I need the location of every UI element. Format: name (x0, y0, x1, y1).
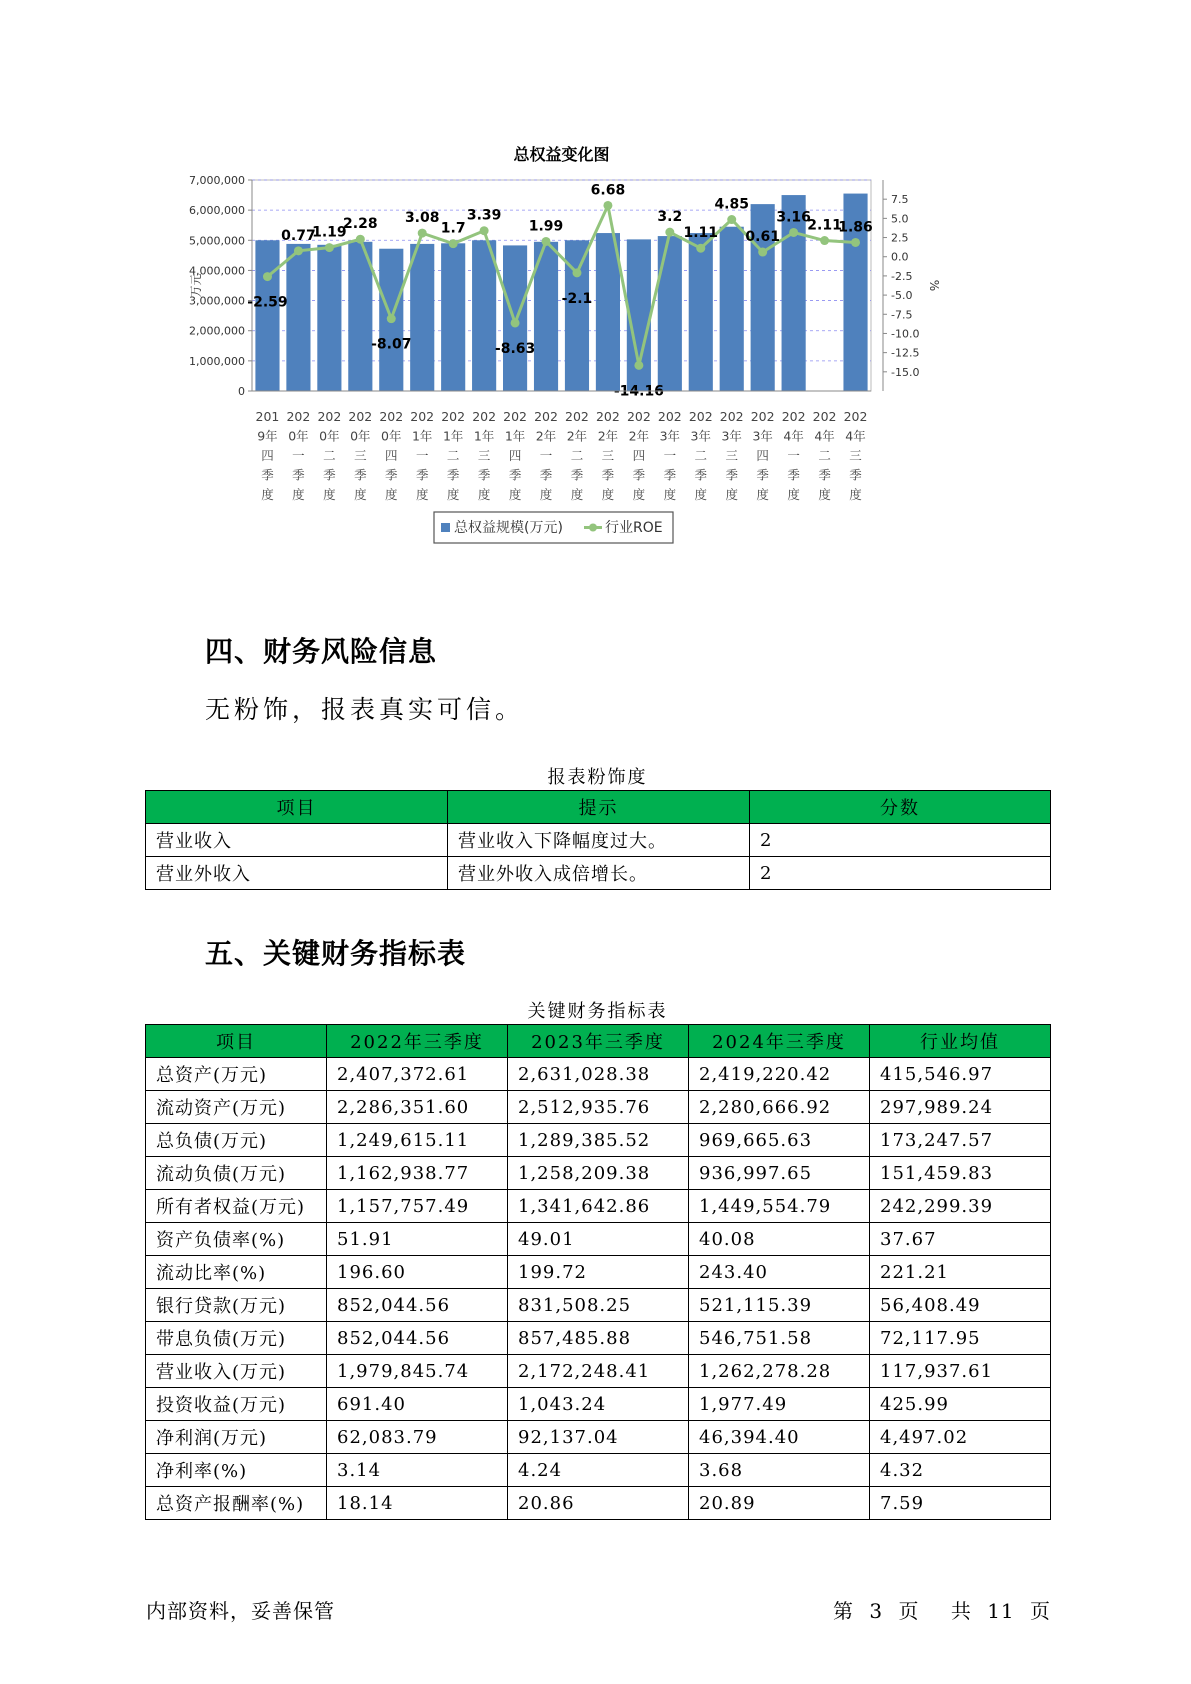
right-tick-label: -2.5 (891, 269, 913, 283)
key-table-cell: 173,247.57 (870, 1124, 1051, 1157)
right-tick-label: 7.5 (891, 193, 909, 207)
key-table-row (146, 1190, 1051, 1223)
x-tick-label: 3年 (721, 428, 742, 444)
key-table-cell: 营业收入(万元) (146, 1355, 327, 1388)
x-tick-label: 1年 (411, 428, 433, 444)
key-table-cell: 852,044.56 (327, 1289, 508, 1322)
key-table-row (146, 1322, 1051, 1355)
roe-data-label: 0.61 (745, 229, 780, 246)
x-tick-label: 一 (663, 448, 677, 463)
key-table-cell: 流动比率(%) (146, 1256, 327, 1289)
key-table-cell: 196.60 (327, 1256, 508, 1289)
risk-table-header-cell: 提示 (448, 791, 750, 824)
key-table-row (146, 1355, 1051, 1388)
roe-point (820, 236, 829, 245)
key-table-row (146, 1058, 1051, 1091)
x-tick-label: 四 (756, 448, 769, 463)
total-unit: 页 (1030, 1599, 1051, 1623)
right-tick-label: -15.0 (891, 365, 920, 379)
x-tick-label: 201 (255, 409, 280, 424)
equity-bar (689, 233, 713, 391)
x-tick-label: 3年 (752, 428, 773, 444)
x-tick-label: 1年 (442, 428, 464, 444)
x-tick-label: 四 (508, 448, 522, 463)
roe-point (634, 361, 643, 370)
key-table-header-cell: 2024年三季度 (689, 1025, 870, 1058)
key-table-caption: 关键财务指标表 (527, 1001, 668, 1022)
roe-data-label: 3.16 (776, 209, 811, 226)
right-tick-label: -7.5 (891, 308, 913, 322)
roe-point (511, 318, 520, 327)
x-tick-label: 一 (292, 448, 305, 463)
roe-data-label: 2.28 (343, 216, 378, 233)
roe-data-label: -8.63 (494, 340, 536, 357)
x-tick-label: 一 (539, 448, 553, 463)
roe-data-label: 3.08 (404, 210, 440, 227)
roe-point (789, 228, 798, 237)
roe-data-label: 2.11 (807, 217, 842, 234)
key-table-cell: 151,459.83 (870, 1157, 1051, 1190)
x-tick-label: 度 (323, 487, 336, 502)
key-table-cell: 7.59 (870, 1487, 1051, 1520)
x-tick-label: 三 (477, 448, 491, 463)
key-table-cell: 1,162,938.77 (327, 1157, 508, 1190)
x-tick-label: 202 (750, 409, 775, 424)
key-table-cell: 总资产报酬率(%) (146, 1487, 327, 1520)
key-table-cell: 2,512,935.76 (508, 1091, 689, 1124)
key-table-cell: 297,989.24 (870, 1091, 1051, 1124)
legend-line-label: 行业ROE (605, 520, 663, 536)
key-table-row (146, 1421, 1051, 1454)
key-table-cell: 20.86 (508, 1487, 689, 1520)
key-table-cell: 净利率(%) (146, 1454, 327, 1487)
key-table-cell: 3.14 (327, 1454, 508, 1487)
x-tick-label: 2年 (597, 428, 619, 444)
x-tick-label: 三 (725, 448, 738, 463)
key-table-cell: 546,751.58 (689, 1322, 870, 1355)
equity-bar (317, 245, 341, 391)
x-tick-label: 1年 (473, 428, 495, 444)
key-table-header-cell: 行业均值 (870, 1025, 1051, 1058)
key-table-cell: 1,979,845.74 (327, 1355, 508, 1388)
x-tick-label: 二 (446, 448, 460, 463)
risk-table (145, 790, 1051, 890)
equity-bar (441, 243, 465, 391)
x-tick-label: 季 (849, 467, 862, 483)
x-tick-label: 0年 (319, 428, 340, 444)
risk-table-cell: 营业外收入成倍增长。 (448, 857, 750, 890)
risk-table-header-cell: 分数 (750, 791, 1051, 824)
x-tick-label: 度 (354, 487, 367, 502)
key-table-cell: 49.01 (508, 1223, 689, 1256)
x-tick-label: 4年 (814, 428, 835, 444)
risk-table-row (146, 857, 1051, 890)
x-tick-label: 202 (719, 409, 744, 424)
x-tick-label: 度 (663, 487, 677, 502)
x-tick-label: 季 (261, 467, 274, 483)
x-tick-label: 季 (323, 467, 336, 483)
key-table-cell: 4.24 (508, 1454, 689, 1487)
x-tick-label: 202 (688, 409, 713, 424)
key-table-cell: 2,280,666.92 (689, 1091, 870, 1124)
x-tick-label: 度 (539, 487, 553, 502)
roe-data-label: 1.7 (440, 220, 466, 237)
key-table-header-cell: 2022年三季度 (327, 1025, 508, 1058)
roe-point (294, 246, 303, 255)
x-tick-label: 四 (385, 448, 398, 463)
roe-data-label: 1.99 (528, 218, 564, 235)
risk-table-cell: 2 (750, 824, 1051, 857)
key-table-cell: 857,485.88 (508, 1322, 689, 1355)
x-tick-label: 202 (410, 409, 435, 424)
roe-point (727, 215, 736, 224)
x-tick-label: 0年 (350, 428, 371, 444)
roe-data-label: 1.11 (683, 225, 719, 242)
key-table-cell: 936,997.65 (689, 1157, 870, 1190)
x-tick-label: 度 (292, 487, 305, 502)
x-tick-label: 4年 (783, 428, 804, 444)
x-tick-label: 季 (725, 467, 738, 483)
equity-bar (472, 240, 496, 391)
key-table-cell: 117,937.61 (870, 1355, 1051, 1388)
roe-point (542, 237, 551, 246)
key-table-cell: 37.67 (870, 1223, 1051, 1256)
left-tick-label: 4,000,000 (189, 264, 245, 278)
x-tick-label: 季 (477, 467, 491, 483)
key-table-cell: 净利润(万元) (146, 1421, 327, 1454)
roe-point (263, 272, 272, 281)
x-tick-label: 二 (818, 448, 831, 463)
roe-data-label: -2.1 (561, 290, 593, 307)
left-tick-label: 2,000,000 (189, 324, 245, 338)
x-tick-label: 季 (570, 467, 584, 483)
x-tick-label: 202 (503, 409, 528, 424)
x-tick-label: 0年 (381, 428, 402, 444)
roe-data-label: -14.16 (613, 383, 664, 400)
key-table-cell: 969,665.63 (689, 1124, 870, 1157)
section-four-text: 无粉饰，报表真实可信。 (205, 695, 525, 724)
key-table-cell: 92,137.04 (508, 1421, 689, 1454)
roe-point (449, 239, 458, 248)
equity-chart (178, 138, 1038, 598)
total-prefix: 共 (950, 1599, 972, 1623)
key-table-cell: 242,299.39 (870, 1190, 1051, 1223)
roe-data-label: 4.85 (714, 196, 749, 213)
key-table-row (146, 1157, 1051, 1190)
roe-point (480, 226, 489, 235)
roe-point (387, 314, 396, 323)
key-table-cell: 总资产(万元) (146, 1058, 327, 1091)
risk-table-header-cell: 项目 (146, 791, 448, 824)
x-tick-label: 季 (508, 467, 522, 483)
left-tick-label: 7,000,000 (189, 174, 245, 187)
x-tick-label: 季 (415, 467, 429, 483)
equity-bar (286, 244, 310, 391)
risk-table-caption: 报表粉饰度 (547, 767, 648, 788)
key-table-cell: 流动资产(万元) (146, 1091, 327, 1124)
x-tick-label: 度 (787, 487, 800, 502)
key-table-cell: 2,286,351.60 (327, 1091, 508, 1124)
section-five-heading: 五、关键财务指标表 (205, 937, 467, 970)
risk-table-row (146, 824, 1051, 857)
x-tick-label: 202 (812, 409, 837, 424)
x-tick-label: 四 (261, 448, 274, 463)
x-tick-label: 季 (385, 467, 398, 483)
x-tick-label: 9年 (257, 428, 278, 444)
roe-data-label: 3.39 (466, 207, 502, 224)
x-tick-label: 季 (818, 467, 831, 483)
key-table-cell: 资产负债率(%) (146, 1223, 327, 1256)
x-tick-label: 二 (570, 448, 584, 463)
x-tick-label: 度 (725, 487, 738, 502)
roe-point (696, 244, 705, 253)
left-tick-label: 0 (238, 385, 245, 398)
key-table-row (146, 1454, 1051, 1487)
key-table-cell: 4.32 (870, 1454, 1051, 1487)
key-table-cell: 852,044.56 (327, 1322, 508, 1355)
right-tick-label: 2.5 (891, 231, 909, 245)
key-table-cell: 46,394.40 (689, 1421, 870, 1454)
x-tick-label: 三 (601, 448, 615, 463)
x-tick-label: 度 (446, 487, 460, 502)
key-table-cell: 2,172,248.41 (508, 1355, 689, 1388)
x-tick-label: 202 (441, 409, 466, 424)
x-tick-label: 季 (601, 467, 615, 483)
left-tick-label: 1,000,000 (189, 354, 245, 368)
roe-point (325, 243, 334, 252)
key-table-row (146, 1223, 1051, 1256)
roe-point (356, 235, 365, 244)
x-tick-label: 1年 (504, 428, 526, 444)
x-tick-label: 202 (565, 409, 589, 424)
key-table-row (146, 1487, 1051, 1520)
x-tick-label: 2年 (566, 428, 588, 444)
roe-data-label: -8.07 (371, 336, 412, 353)
key-table-cell: 所有者权益(万元) (146, 1190, 327, 1223)
x-tick-label: 202 (595, 409, 620, 424)
risk-table-cell: 2 (750, 857, 1051, 890)
roe-data-label: 6.68 (590, 182, 626, 199)
key-table-cell: 3.68 (689, 1454, 870, 1487)
roe-data-label: -2.59 (247, 294, 288, 311)
key-table-cell: 425.99 (870, 1388, 1051, 1421)
key-table-cell: 62,083.79 (327, 1421, 508, 1454)
x-tick-label: 季 (663, 467, 677, 483)
x-tick-label: 度 (601, 487, 615, 502)
x-tick-label: 2年 (628, 428, 650, 444)
risk-table-cell: 营业收入 (146, 824, 448, 857)
key-table-cell: 2,631,028.38 (508, 1058, 689, 1091)
key-table-cell: 415,546.97 (870, 1058, 1051, 1091)
x-tick-label: 202 (534, 409, 558, 424)
x-tick-label: 202 (348, 409, 373, 424)
x-tick-label: 季 (446, 467, 460, 483)
left-tick-label: 6,000,000 (189, 204, 245, 218)
key-table-cell: 流动负债(万元) (146, 1157, 327, 1190)
key-table-cell: 18.14 (327, 1487, 508, 1520)
key-indicators-table (145, 1024, 1051, 1520)
key-table-cell: 1,977.49 (689, 1388, 870, 1421)
roe-point (418, 229, 427, 238)
key-table-row (146, 1124, 1051, 1157)
roe-point (851, 238, 860, 247)
equity-bar (410, 244, 434, 391)
roe-data-label: 3.2 (657, 209, 683, 226)
roe-data-label: 1.19 (312, 224, 347, 241)
roe-point (603, 201, 612, 210)
key-table-cell: 243.40 (689, 1256, 870, 1289)
key-table-cell: 1,043.24 (508, 1388, 689, 1421)
key-table-cell: 221.21 (870, 1256, 1051, 1289)
x-tick-label: 202 (626, 409, 651, 424)
x-tick-label: 3年 (690, 428, 712, 444)
roe-point (665, 228, 674, 237)
key-table-cell: 1,157,757.49 (327, 1190, 508, 1223)
key-table-cell: 2,419,220.42 (689, 1058, 870, 1091)
x-tick-label: 季 (354, 467, 367, 483)
x-tick-label: 季 (694, 467, 708, 483)
x-tick-label: 四 (632, 448, 646, 463)
x-tick-label: 季 (756, 467, 769, 483)
key-table-cell: 56,408.49 (870, 1289, 1051, 1322)
section-four-heading: 四、财务风险信息 (205, 635, 438, 668)
x-tick-label: 度 (385, 487, 398, 502)
equity-chart-svg (178, 138, 1038, 598)
page-prefix: 第 (833, 1599, 855, 1623)
key-table-cell: 1,341,642.86 (508, 1190, 689, 1223)
x-tick-label: 季 (632, 467, 646, 483)
chart-title: 总权益变化图 (513, 145, 610, 164)
x-tick-label: 一 (415, 448, 429, 463)
risk-table-cell: 营业外收入 (146, 857, 448, 890)
risk-table-cell: 营业收入下降幅度过大。 (448, 824, 750, 857)
right-tick-label: 5.0 (891, 212, 909, 226)
key-table-cell: 1,289,385.52 (508, 1124, 689, 1157)
key-table-cell: 72,117.95 (870, 1322, 1051, 1355)
roe-data-label: 1.86 (838, 219, 873, 236)
x-tick-label: 202 (843, 409, 868, 424)
right-tick-label: -10.0 (891, 327, 920, 341)
roe-point (572, 268, 581, 277)
legend-bar-swatch (441, 523, 450, 532)
x-tick-label: 度 (694, 487, 708, 502)
key-table-cell: 4,497.02 (870, 1421, 1051, 1454)
x-tick-label: 202 (472, 409, 497, 424)
key-table-header-cell: 2023年三季度 (508, 1025, 689, 1058)
x-tick-label: 度 (508, 487, 522, 502)
x-tick-label: 度 (818, 487, 831, 502)
right-tick-label: -5.0 (891, 289, 913, 303)
x-tick-label: 202 (317, 409, 342, 424)
x-tick-label: 度 (477, 487, 491, 502)
x-tick-label: 0年 (288, 428, 309, 444)
key-table-cell: 总负债(万元) (146, 1124, 327, 1157)
x-tick-label: 度 (632, 487, 646, 502)
x-tick-label: 三 (849, 448, 862, 463)
x-tick-label: 二 (694, 448, 708, 463)
key-table-row (146, 1289, 1051, 1322)
x-tick-label: 季 (539, 467, 553, 483)
left-axis-title: 万元 (189, 273, 203, 298)
x-tick-label: 季 (787, 467, 800, 483)
footer-confidential: 内部资料，妥善保管 (146, 1599, 335, 1623)
key-table-cell: 1,262,278.28 (689, 1355, 870, 1388)
key-table-row (146, 1388, 1051, 1421)
key-table-cell: 投资收益(万元) (146, 1388, 327, 1421)
left-tick-label: 5,000,000 (189, 234, 245, 248)
key-table-cell: 带息负债(万元) (146, 1322, 327, 1355)
footer-page-info (825, 1595, 1051, 1624)
right-axis-title: % (927, 279, 941, 292)
legend-line-marker (589, 524, 597, 532)
x-tick-label: 3年 (659, 428, 681, 444)
key-table-cell: 831,508.25 (508, 1289, 689, 1322)
key-table-cell: 2,407,372.61 (327, 1058, 508, 1091)
equity-bar (658, 236, 682, 391)
legend-bar-label: 总权益规模(万元) (454, 520, 563, 536)
x-tick-label: 4年 (845, 428, 866, 444)
right-tick-label: 0.0 (891, 250, 909, 264)
equity-bar (255, 240, 279, 391)
key-table-cell: 691.40 (327, 1388, 508, 1421)
left-tick-label: 3,000,000 (189, 294, 245, 308)
x-tick-label: 2年 (535, 428, 557, 444)
x-tick-label: 度 (570, 487, 584, 502)
equity-bar (503, 245, 527, 391)
x-tick-label: 一 (787, 448, 800, 463)
key-table-cell: 199.72 (508, 1256, 689, 1289)
key-table-cell: 银行贷款(万元) (146, 1289, 327, 1322)
key-table-row (146, 1091, 1051, 1124)
key-table-cell: 40.08 (689, 1223, 870, 1256)
equity-bar (720, 227, 744, 391)
total-number: 11 (987, 1599, 1015, 1623)
page-number: 3 (869, 1599, 884, 1623)
key-table-cell: 1,249,615.11 (327, 1124, 508, 1157)
key-table-cell: 20.89 (689, 1487, 870, 1520)
x-tick-label: 二 (323, 448, 336, 463)
key-table-cell: 521,115.39 (689, 1289, 870, 1322)
roe-point (758, 248, 767, 257)
key-table-cell: 1,258,209.38 (508, 1157, 689, 1190)
roe-data-label: 0.77 (281, 227, 316, 244)
x-tick-label: 度 (849, 487, 862, 502)
x-tick-label: 202 (657, 409, 682, 424)
right-tick-label: -12.5 (891, 346, 920, 360)
key-table-header-cell: 项目 (146, 1025, 327, 1058)
key-table-cell: 51.91 (327, 1223, 508, 1256)
x-tick-label: 度 (261, 487, 274, 502)
x-tick-label: 度 (756, 487, 769, 502)
page-unit: 页 (898, 1599, 920, 1623)
key-table-row (146, 1256, 1051, 1289)
x-tick-label: 202 (286, 409, 311, 424)
x-tick-label: 季 (292, 467, 305, 483)
key-table-cell: 1,449,554.79 (689, 1190, 870, 1223)
x-tick-label: 度 (415, 487, 429, 502)
x-tick-label: 202 (781, 409, 806, 424)
x-tick-label: 三 (354, 448, 367, 463)
x-tick-label: 202 (379, 409, 404, 424)
